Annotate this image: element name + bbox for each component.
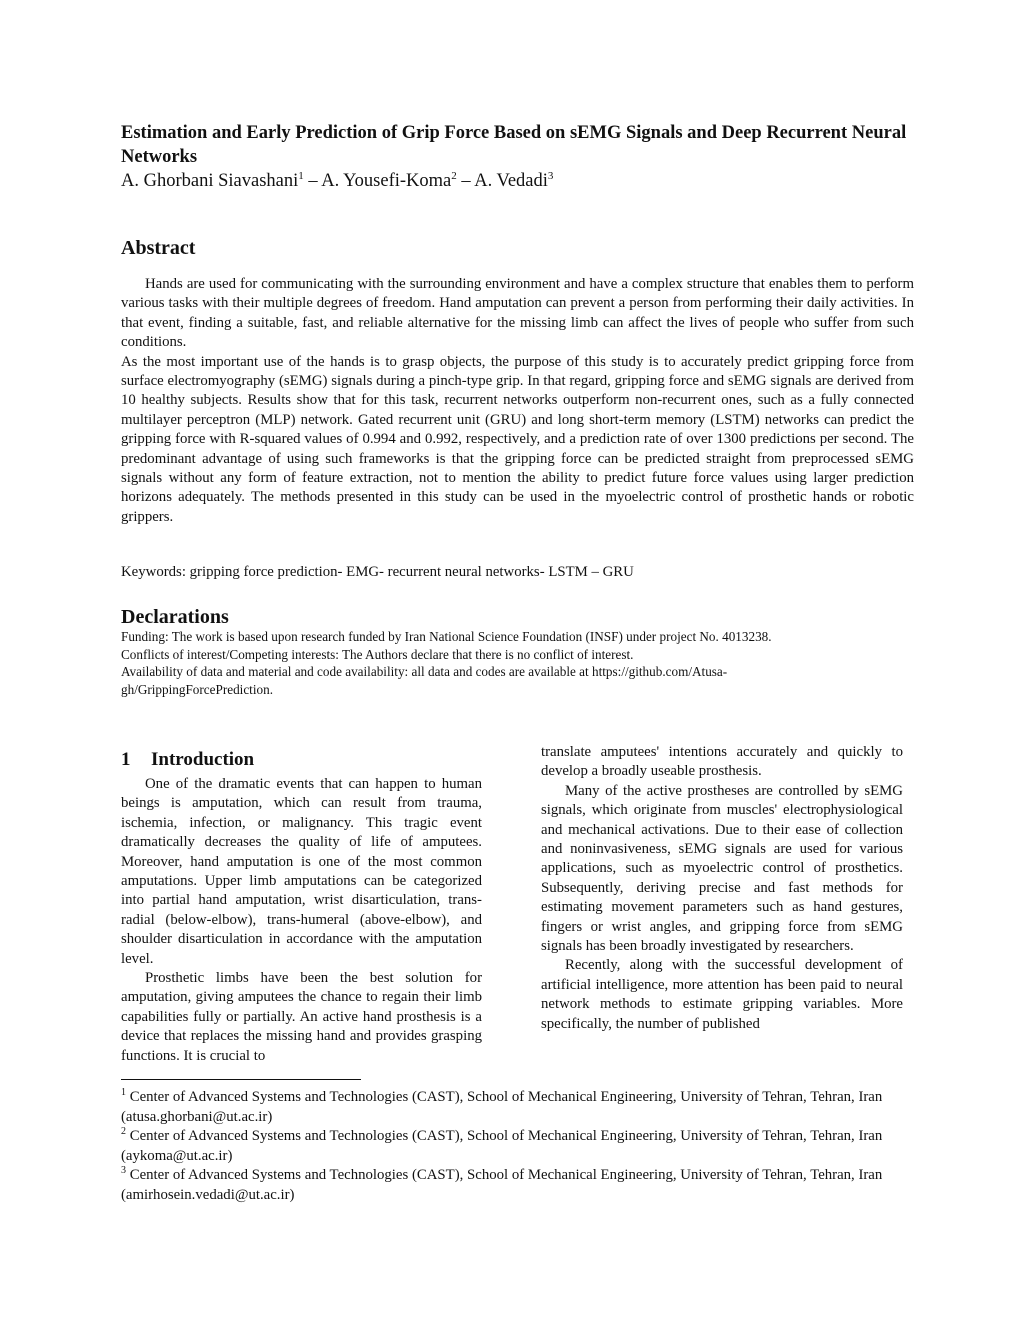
author-line (121, 169, 921, 193)
footnote-text: Center of Advanced Systems and Technologies (CAST), School of Mechanical Engineering, University of Tehran, Tehran, Iran (atusa.ghorbani@ut.ac.ir) (121, 1089, 883, 1125)
author-affiliation-marker: 3 (547, 169, 554, 182)
footnote (121, 1166, 911, 1205)
section-number: 1 (121, 749, 131, 770)
section-title: Introduction (151, 749, 255, 770)
body-paragraph: Recently, along with the successful development of artificial intelligence, more attention has been paid to neural network methods to estimate gripping variables. More specifically, the number of published (541, 957, 903, 1032)
body-paragraph: Many of the active prostheses are controlled by sEMG signals, which originate from muscles' electrophysiological and mechanical activations. Due to their ease of collection and noninvasiveness, sEMG signals are used for various applications, such as myoelectric control of prosthetics. Subsequently, deriving precise and fast methods for estimating movement parameters such as hand gestures, fingers or wrist angles, and gripping force from sEMG signals has been broadly investigated by researchers. (541, 782, 903, 955)
footnote-marker: 3 (121, 1165, 126, 1177)
body-paragraph-continued: translate amputees' intentions accurately and quickly to develop a broadly useable prosthesis. (541, 744, 903, 780)
introduction-heading (121, 748, 254, 772)
footnote (121, 1088, 911, 1127)
author-name: A. Ghorbani Siavashani (121, 171, 299, 191)
footnotes (121, 1088, 911, 1206)
author-separator: – (303, 171, 322, 191)
author-name: A. Yousefi-Koma (321, 171, 452, 191)
author-separator: – (456, 171, 475, 191)
author-affiliation-marker: 2 (451, 169, 457, 182)
body-paragraph: Prosthetic limbs have been the best solution for amputation, giving amputees the chance to regain their limb capabilities fully or partially. An active hand prosthesis is a device that replaces the missing hand and provides grasping functions. It is crucial to (121, 970, 482, 1064)
paper-title: Estimation and Early Prediction of Grip Force Based on sEMG Signals and Deep Recurrent Neural Networks (121, 123, 907, 167)
declaration-funding: Funding: The work is based upon research funded by Iran National Science Foundation (INSF) under project No. 4013238. (121, 629, 772, 644)
footnote-marker: 1 (121, 1087, 126, 1099)
keywords: Keywords: gripping force prediction- EMG- recurrent neural networks- LSTM – GRU (121, 564, 634, 580)
abstract-paragraph: Hands are used for communicating with the surrounding environment and have a complex structure that enables them to perform various tasks with their multiple degrees of freedom. Hand amputation can prevent a person from performing their daily activities. In that event, finding a suitable, fast, and reliable alternative for the missing limb can affect the lives of people who suffer from such conditions. (121, 276, 914, 351)
introduction-left-column (121, 775, 482, 1066)
body-paragraph: One of the dramatic events that can happen to human beings is amputation, which can result from trauma, ischemia, infection, or malignancy. This tragic event dramatically decreases the quality of life of amputees. Moreover, hand amputation is one of the most common amputations. Upper limb amputations can be categorized into partial hand amputation, wrist disarticulation, trans-radial (below-elbow), trans-humeral (above-elbow), and shoulder disarticulation in accordance with the amputation level. (121, 776, 482, 967)
abstract-heading: Abstract (121, 237, 196, 259)
declaration-availability: Availability of data and material and code availability: all data and codes are available at https://github.com/Atusa-gh/GrippingForcePrediction. (121, 664, 728, 697)
author-name: A. Vedadi (474, 171, 548, 191)
introduction-right-column (541, 743, 903, 1034)
declaration-conflicts: Conflicts of interest/Competing interests: The Authors declare that there is no conflict of interest. (121, 646, 634, 662)
footnote-marker: 2 (121, 1126, 126, 1138)
footnote (121, 1127, 911, 1166)
footnote-text: Center of Advanced Systems and Technologies (CAST), School of Mechanical Engineering, University of Tehran, Tehran, Iran (aykoma@ut.ac.ir) (121, 1128, 883, 1164)
footnote-divider (121, 1079, 361, 1080)
footnote-text: Center of Advanced Systems and Technologies (CAST), School of Mechanical Engineering, University of Tehran, Tehran, Iran (amirhosein.vedadi@ut.ac.ir) (121, 1167, 883, 1203)
abstract-paragraph: As the most important use of the hands is to grasp objects, the purpose of this study is to accurately predict gripping force from surface electromyography (sEMG) signals during a pinch-type grip. In that regard, gripping force and sEMG signals are derived from 10 healthy subjects. Results show that for this task, recurrent networks outperform non-recurrent ones, such as a fully connected multilayer perceptron (MLP) network. Gated recurrent unit (GRU) and long short-term memory (LSTM) networks can predict the gripping force with R-squared values of 0.994 and 0.992, respectively, and a prediction rate of over 1300 predictions per second. The predominant advantage of using such frameworks is that the gripping force can be predicted straight from preprocessed sEMG signals without any form of feature extraction, not to mention the ability to predict future force values using larger prediction horizons adequately. The methods presented in this study can be used in the myoelectric control of prosthetic hands or robotic grippers. (121, 353, 914, 525)
abstract-body (121, 275, 914, 527)
declarations-heading: Declarations (121, 606, 229, 628)
declarations-body (121, 628, 841, 698)
author-affiliation-marker: 1 (298, 169, 304, 182)
